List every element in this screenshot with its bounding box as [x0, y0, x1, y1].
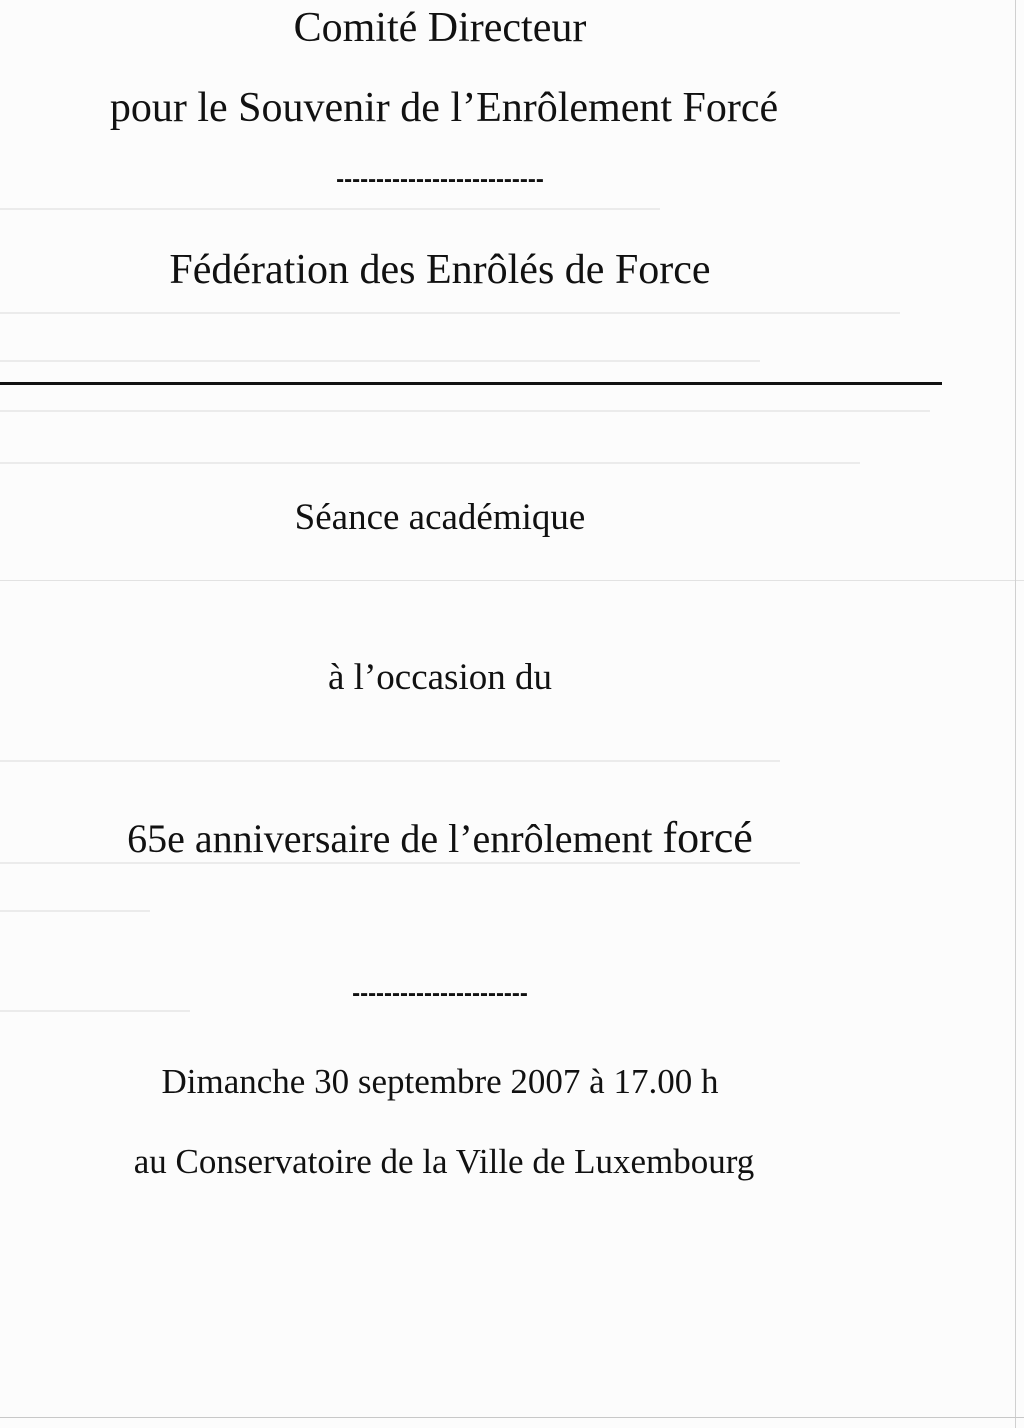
dashed-separator: -------------------------- [336, 166, 544, 193]
show-through-text [0, 360, 760, 362]
paper-fold-crease [0, 580, 1024, 581]
event-name: Séance académique [294, 497, 586, 538]
show-through-text [0, 410, 930, 412]
paper-edge [0, 1417, 1024, 1418]
dashed-separator: ---------------------- [352, 980, 528, 1007]
committee-subtitle: pour le Souvenir de l’Enrôlement Forcé [109, 85, 779, 131]
show-through-text [0, 312, 900, 314]
event-date-time: Dimanche 30 septembre 2007 à 17.00 h [161, 1062, 719, 1101]
show-through-text [0, 910, 150, 912]
show-through-text [0, 760, 780, 762]
anniversary-line [0, 812, 880, 863]
paper-edge [1015, 0, 1016, 1428]
show-through-text [0, 1010, 190, 1012]
horizontal-rule [0, 382, 942, 385]
event-occasion: à l’occasion du [328, 657, 552, 698]
event-venue: au Conservatoire de la Ville de Luxembourg [133, 1142, 755, 1181]
show-through-text [0, 462, 860, 464]
anniversary-emphasis: forcé [662, 813, 753, 862]
committee-title: Comité Directeur [293, 5, 587, 51]
federation-title: Fédération des Enrôlés de Force [169, 247, 711, 293]
anniversary-text: 65e anniversaire de l’enrôlement [127, 816, 663, 861]
show-through-text [0, 208, 660, 210]
